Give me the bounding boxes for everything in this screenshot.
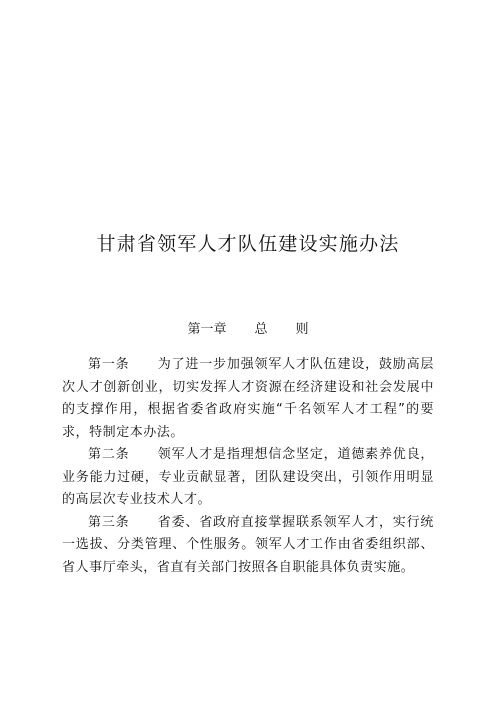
article-text: 领军人才是指理想信念坚定，道德素养优良，业务能力过硬，专业贡献显著，团队建设突出，引领作用明显的高层次专业技术人才。 bbox=[62, 447, 434, 507]
article-paragraph bbox=[62, 444, 434, 512]
chapter-number: 第一章 bbox=[187, 322, 227, 337]
article-label: 第一条 bbox=[88, 357, 130, 372]
article-text: 省委、省政府直接掌握联系领军人才，实行统一选拔、分类管理、个性服务。领军人才工作由省委组织部、省人事厅牵头，省直有关部门按照各自职能具体负责实施。 bbox=[62, 514, 434, 575]
article-label: 第三条 bbox=[88, 514, 130, 530]
article-paragraph bbox=[62, 512, 434, 580]
document-title: 甘肃省领军人才队伍建设实施办法 bbox=[96, 233, 400, 255]
article-label: 第二条 bbox=[88, 447, 130, 462]
chapter-title-part2: 则 bbox=[295, 322, 309, 337]
chapter-heading bbox=[0, 318, 496, 337]
article-text: 为了进一步加强领军人才队伍建设，鼓励高层次人才创新创业，切实发挥人才资源在经济建设和社会发展中的支撑作用，根据省委省政府实施“千名领军人才工程”的要求，特制定本办法。 bbox=[62, 357, 434, 440]
chapter-title-part1: 总 bbox=[254, 322, 268, 337]
article-paragraph bbox=[62, 354, 434, 444]
document-body bbox=[62, 354, 434, 579]
